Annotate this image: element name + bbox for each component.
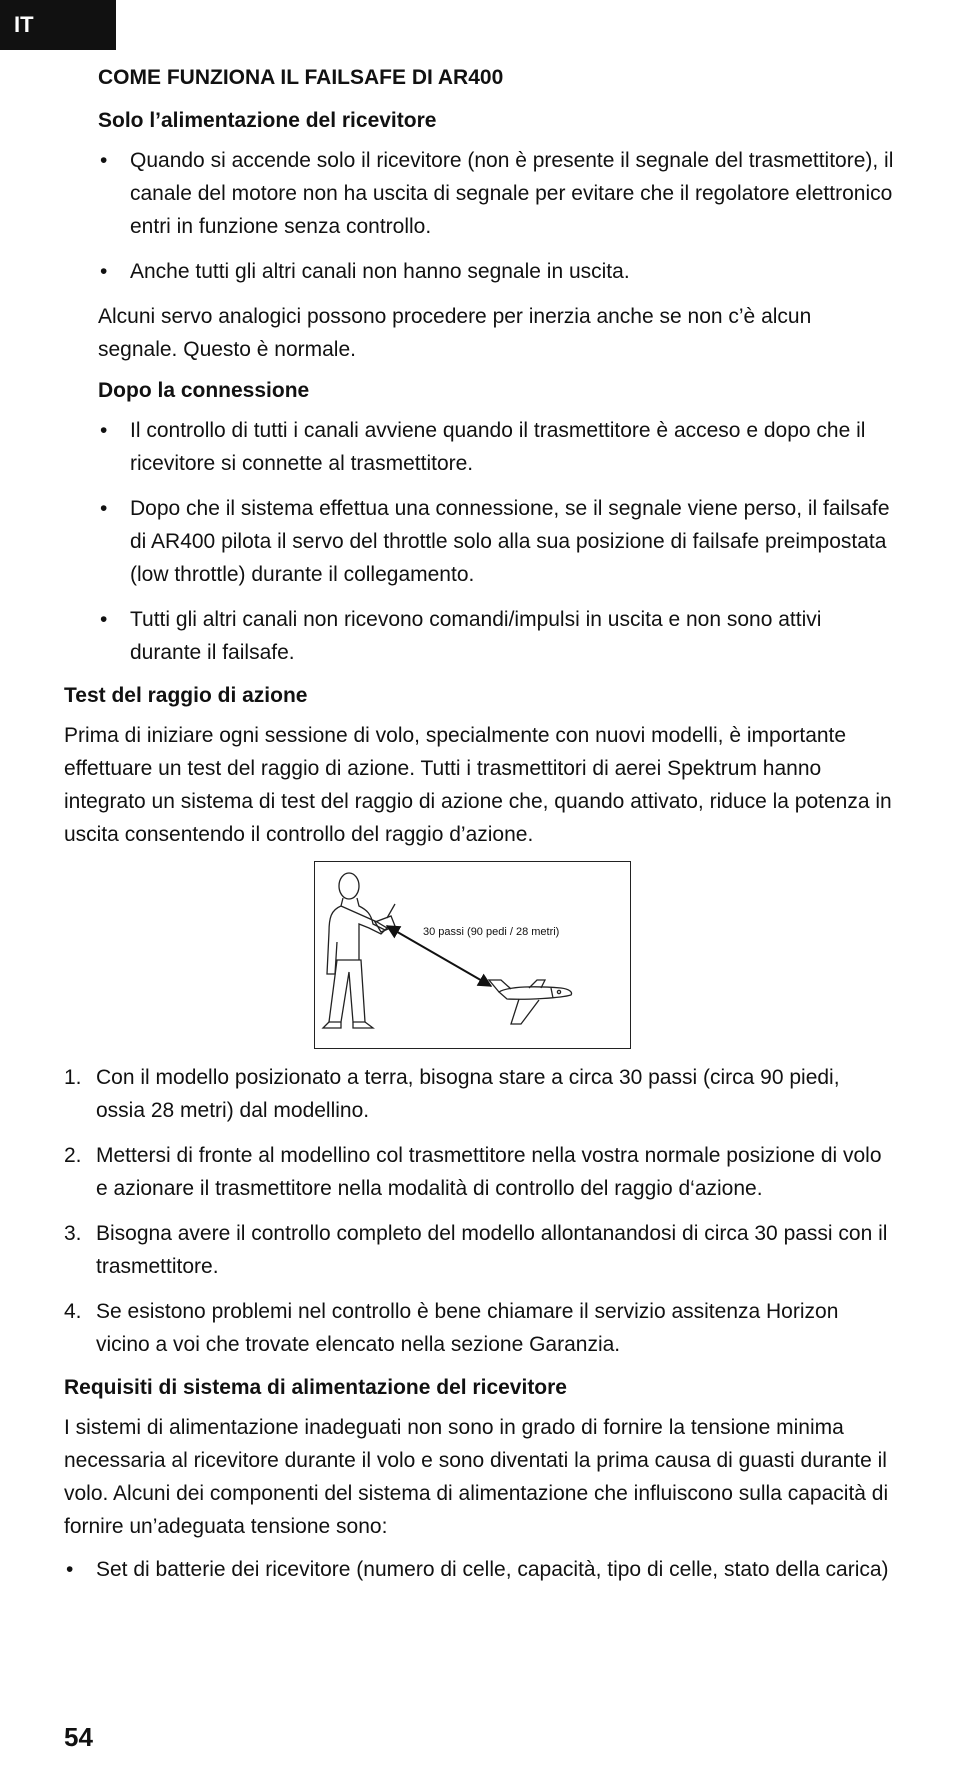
receiver-only-note: Alcuni servo analogici possono procedere per inerzia anche se non c’è alcun segnale. Questo è normale. — [98, 305, 812, 361]
receiver-only-list — [98, 144, 894, 288]
airplane-icon — [489, 980, 572, 1024]
language-tab: IT — [0, 0, 116, 50]
list-item — [64, 1061, 894, 1127]
receiver-only-heading: Solo l’alimentazione del ricevitore — [98, 109, 437, 132]
list-item — [64, 1139, 894, 1205]
list-item-text: Set di batterie dei ricevitore (numero di celle, capacità, tipo di celle, stato della carica) — [96, 1558, 889, 1581]
range-test-intro: Prima di iniziare ogni sessione di volo, specialmente con nuovi modelli, è importante effettuare un test del raggio di azione. Tutti i trasmettitori di aerei Spektrum hanno integrato un sistema di test del raggio di azione che, quando attivato, riduce la potenza in uscita consentendo il controllo del raggio d’azione. — [64, 724, 892, 846]
power-requirements-list — [64, 1553, 894, 1586]
range-test-figure — [314, 861, 631, 1049]
step-text: Mettersi di fronte al modellino col trasmettitore nella vostra normale posizione di volo e azionare il trasmettitore nella modalità di controllo del raggio d‘azione. — [96, 1144, 882, 1200]
page-number: 54 — [64, 1722, 93, 1752]
power-requirements-heading: Requisiti di sistema di alimentazione del ricevitore — [64, 1376, 567, 1399]
step-text: Se esistono problemi nel controllo è bene chiamare il servizio assitenza Horizon vicino a voi che trovate elencato nella sezione Garanzia. — [96, 1300, 839, 1356]
step-number: 1. — [64, 1066, 82, 1089]
step-number: 3. — [64, 1222, 82, 1245]
bullet-icon: • — [100, 419, 108, 442]
step-text: Con il modello posizionato a terra, bisogna stare a circa 30 passi (circa 90 piedi, ossia 28 metri) dal modellino. — [96, 1066, 840, 1122]
range-test-steps — [64, 1061, 894, 1361]
distance-label: 30 passi (90 pedi / 28 metri) — [423, 926, 560, 938]
list-item-text: Il controllo di tutti i canali avviene quando il trasmettitore è acceso e dopo che il ricevitore si connette al trasmettitore. — [130, 419, 866, 475]
person-icon — [323, 873, 387, 1028]
list-item-text: Anche tutti gli altri canali non hanno segnale in uscita. — [130, 260, 630, 283]
power-requirements-intro: I sistemi di alimentazione inadeguati non sono in grado di fornire la tensione minima necessaria al ricevitore durante il volo e sono diventati la prima causa di guasti durante il volo. Alcuni dei componenti del sistema di alimentazione che influiscono sulla capacità di fornire un’adeguata tensione sono: — [64, 1416, 889, 1538]
list-item — [64, 1553, 894, 1586]
list-item-text: Quando si accende solo il ricevitore (non è presente il segnale del trasmettitore), il canale del motore non ha uscita di segnale per evitare che il regolatore elettronico entri in funzione senza controllo. — [130, 149, 894, 238]
step-number: 4. — [64, 1300, 82, 1323]
failsafe-section — [64, 62, 894, 669]
list-item-text: Tutti gli altri canali non ricevono comandi/impulsi in uscita e non sono attivi durante il failsafe. — [130, 608, 822, 664]
bullet-icon: • — [100, 497, 108, 520]
range-test-section — [64, 681, 894, 1361]
list-item-text: Dopo che il sistema effettua una connessione, se il segnale viene perso, il failsafe di AR400 pilota il servo del throttle solo alla sua posizione di failsafe preimpostata (low throttle) durante il collegamento. — [130, 497, 890, 586]
after-connection-list — [98, 414, 894, 669]
after-connection-heading: Dopo la connessione — [98, 379, 310, 402]
list-item — [98, 414, 894, 480]
failsafe-title: COME FUNZIONA IL FAILSAFE DI AR400 — [98, 66, 504, 89]
range-test-heading: Test del raggio di azione — [64, 684, 308, 707]
list-item — [98, 144, 894, 243]
list-item — [64, 1217, 894, 1283]
list-item — [64, 1295, 894, 1361]
step-text: Bisogna avere il controllo completo del modello allontanandosi di circa 30 passi con il trasmettitore. — [96, 1222, 888, 1278]
page-content — [64, 58, 894, 1598]
list-item — [98, 603, 894, 669]
bullet-icon: • — [100, 608, 108, 631]
bullet-icon: • — [66, 1558, 74, 1581]
power-requirements-section — [64, 1373, 894, 1586]
step-number: 2. — [64, 1144, 82, 1167]
bullet-icon: • — [100, 260, 108, 283]
list-item — [98, 255, 894, 288]
bullet-icon: • — [100, 149, 108, 172]
list-item — [98, 492, 894, 591]
range-test-illustration — [315, 862, 629, 1047]
